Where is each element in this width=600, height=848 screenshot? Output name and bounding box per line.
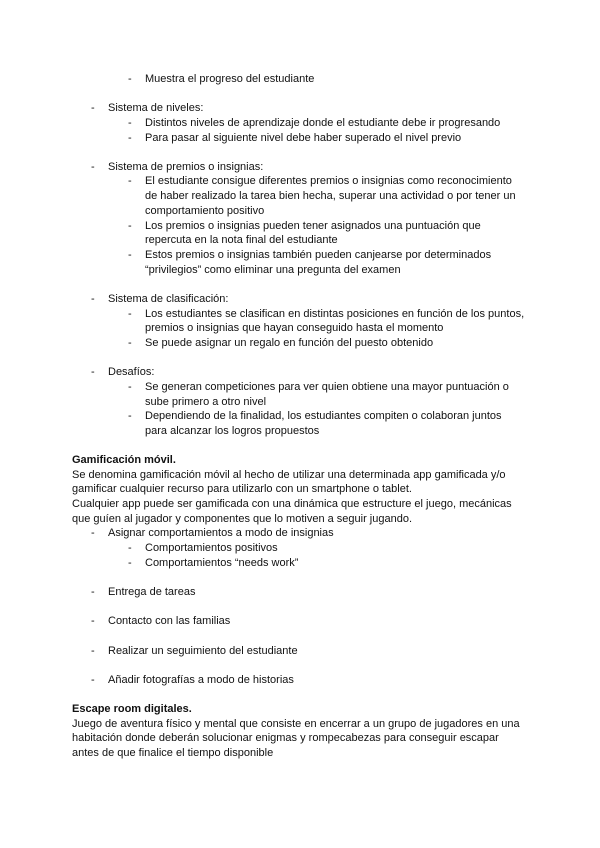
bullet-dash: - (91, 161, 95, 173)
list-item-title: Sistema de premios o insignias: (108, 161, 264, 173)
list-item: Los estudiantes se clasifican en distintas posiciones en función de los puntos, (145, 308, 525, 320)
list-item-title: Sistema de clasificación: (108, 293, 229, 305)
paragraph-line: gamificar cualquier recurso para utilizarlo con un smartphone o tablet. (72, 483, 412, 495)
list-item: Los premios o insignias pueden tener asignados una puntuación que (145, 220, 481, 232)
paragraph-line: Juego de aventura físico y mental que consiste en encerrar a un grupo de jugadores en una (72, 718, 520, 730)
bullet-dash: - (91, 102, 95, 114)
section-heading: Escape room digitales. (72, 703, 192, 715)
bullet-dash: - (128, 175, 132, 187)
bullet-dash: - (91, 527, 95, 539)
bullet-dash: - (128, 381, 132, 393)
list-item: sube primero a otro nivel (145, 396, 267, 408)
paragraph-line: antes de que finalice el tiempo disponible (72, 747, 274, 759)
paragraph-line: Se denomina gamificación móvil al hecho de utilizar una determinada app gamificada y/o (72, 469, 506, 481)
list-item: Para pasar al siguiente nivel debe haber superado el nivel previo (145, 132, 462, 144)
bullet-dash: - (128, 557, 132, 569)
list-item: Dependiendo de la finalidad, los estudiantes compiten o colaboran juntos (145, 410, 502, 422)
list-item: Comportamientos “needs work” (145, 557, 299, 569)
list-item: Se generan competiciones para ver quien obtiene una mayor puntuación o (145, 381, 509, 393)
list-item: Estos premios o insignias también pueden canjearse por determinados (145, 249, 492, 261)
list-item: Distintos niveles de aprendizaje donde el estudiante debe ir progresando (145, 117, 501, 129)
list-item: Muestra el progreso del estudiante (145, 73, 315, 85)
list-item: de haber realizado la tarea bien hecha, superar una actividad o por tener un (145, 190, 516, 202)
bullet-dash: - (91, 366, 95, 378)
list-item: El estudiante consigue diferentes premios o insignias como reconocimiento (145, 175, 512, 187)
bullet-dash: - (128, 220, 132, 232)
bullet-dash: - (128, 308, 132, 320)
list-item: Contacto con las familias (108, 615, 231, 627)
bullet-dash: - (128, 132, 132, 144)
list-item: Añadir fotografías a modo de historias (108, 674, 294, 686)
bullet-dash: - (128, 117, 132, 129)
list-item: comportamiento positivo (145, 205, 265, 217)
list-item: Realizar un seguimiento del estudiante (108, 645, 298, 657)
list-item: premios o insignias que hayan conseguido hasta el momento (145, 322, 444, 334)
paragraph-line: habitación donde deberán solucionar enigmas y rompecabezas para conseguir escapar (72, 732, 499, 744)
bullet-dash: - (128, 73, 132, 85)
bullet-dash: - (91, 293, 95, 305)
list-item-title: Sistema de niveles: (108, 102, 204, 114)
bullet-dash: - (128, 542, 132, 554)
list-item: Entrega de tareas (108, 586, 196, 598)
list-item: Asignar comportamientos a modo de insignias (108, 527, 334, 539)
list-item: Se puede asignar un regalo en función del puesto obtenido (145, 337, 434, 349)
list-item: repercuta en la nota final del estudiante (145, 234, 338, 246)
bullet-dash: - (128, 337, 132, 349)
section-heading: Gamificación móvil. (72, 454, 176, 466)
list-item-title: Desafíos: (108, 366, 155, 378)
list-item: para alcanzar los logros propuestos (145, 425, 320, 437)
bullet-dash: - (91, 645, 95, 657)
bullet-dash: - (91, 674, 95, 686)
paragraph-line: Cualquier app puede ser gamificada con una dinámica que estructure el juego, mecánicas (72, 498, 512, 510)
paragraph-line: que guíen al jugador y componentes que lo motiven a seguir jugando. (72, 513, 413, 525)
bullet-dash: - (128, 410, 132, 422)
bullet-dash: - (91, 615, 95, 627)
bullet-dash: - (128, 249, 132, 261)
bullet-dash: - (91, 586, 95, 598)
list-item: “privilegios” como eliminar una pregunta del examen (145, 264, 401, 276)
list-item: Comportamientos positivos (145, 542, 278, 554)
